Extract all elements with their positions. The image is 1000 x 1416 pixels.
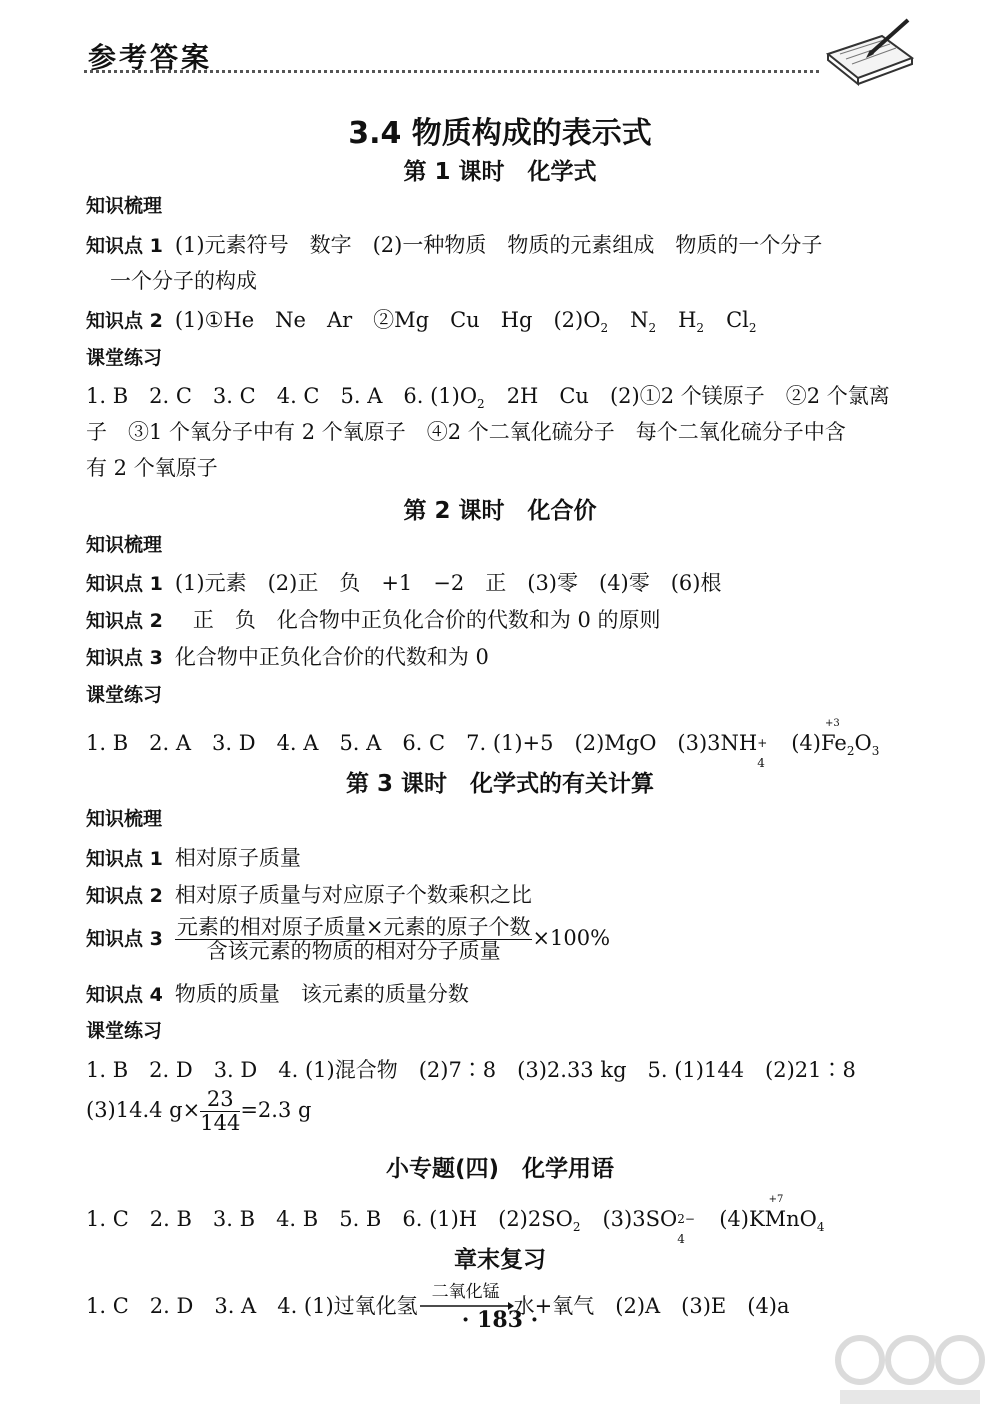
fraction-numerator: 元素的相对原子质量×元素的原子个数	[176, 915, 531, 939]
notebook-pen-icon	[822, 14, 918, 86]
page-number: · 183 ·	[461, 1307, 539, 1333]
lesson3-k1-row	[86, 842, 301, 872]
lesson1-practice-row3: 有 2 个氧原子	[86, 456, 218, 480]
formula-fe: Fe	[820, 731, 847, 755]
valence-mark: +3	[824, 718, 840, 729]
lesson2-k1-row	[86, 567, 722, 597]
practice-answers-cont: 2H Cu (2)①2 个镁原子 ②2 个氯离	[506, 384, 890, 408]
sub: 4	[677, 1232, 685, 1246]
formula-o: O	[799, 1207, 817, 1231]
item4: (4)K	[719, 1207, 765, 1231]
lesson1-knowledge-heading: 知识梳理	[86, 195, 163, 217]
calc-result: =2.3 g	[240, 1098, 312, 1123]
review-answers-cont: 水+氧气 (2)A (3)E (4)a	[513, 1294, 790, 1318]
formula-o2: O	[583, 308, 601, 332]
k2-label: 知识点 2	[86, 610, 163, 632]
k3-text: 化合物中正负化合价的代数和为 0	[174, 645, 489, 669]
fraction-denominator: 含该元素的物质的相对分子质量	[206, 939, 501, 964]
special-row	[86, 1194, 825, 1246]
sup: +	[757, 736, 768, 750]
lesson1-k1-row	[86, 229, 822, 259]
sub: 2	[600, 321, 609, 336]
sub: 2	[748, 321, 757, 336]
sub: 2	[648, 321, 657, 336]
lesson2-title: 第 2 课时 化合价	[403, 498, 597, 524]
formula-n2: N	[630, 308, 649, 332]
lesson2-knowledge-heading: 知识梳理	[86, 534, 163, 556]
catalyst-label: 二氧化锰	[431, 1282, 500, 1302]
lesson3-practice-row2	[86, 1088, 311, 1135]
k1-label: 知识点 1	[86, 848, 163, 870]
fraction-numerator: 23	[200, 1088, 240, 1112]
k1-text: (1)元素符号 数字 (2)一种物质 物质的元素组成 物质的一个分子	[174, 233, 823, 257]
k2-text: 正 负 化合物中正负化合价的代数和为 0 的原则	[192, 608, 661, 632]
lesson3-practice-row1: 1. B 2. D 3. D 4. (1)混合物 (2)7∶8 (3)2.33 kg 5. (1)144 (2)21∶8	[86, 1058, 856, 1082]
review-answers: 1. C 2. D 3. A 4. (1)过氧化氢	[86, 1294, 418, 1318]
formula-cl2: Cl	[726, 308, 749, 332]
k1-label: 知识点 1	[86, 235, 163, 257]
k1-label: 知识点 1	[86, 573, 163, 595]
special-title: 小专题(四) 化学用语	[385, 1156, 615, 1182]
lesson3-k2-row	[86, 879, 532, 909]
formula-mn: Mn	[764, 1207, 800, 1231]
formula-o: O	[854, 731, 872, 755]
watermark-logo	[830, 1330, 990, 1410]
k1-text: 相对原子质量	[174, 846, 301, 870]
sub: 2	[696, 321, 705, 336]
lesson1-practice-heading: 课堂练习	[86, 347, 163, 369]
practice-answers: 1. B 2. A 3. D 4. A 5. A 6. C 7. (1)+5 (2)MgO (3)3NH	[86, 731, 758, 755]
calc-prefix: (3)14.4 g×	[86, 1098, 201, 1123]
calc-fraction	[200, 1088, 240, 1135]
k2-label: 知识点 2	[86, 885, 163, 907]
k1-text: (1)元素 (2)正 负 +1 −2 正 (3)零 (4)零 (6)根	[174, 571, 722, 595]
practice-answers: 1. B 2. C 3. C 4. C 5. A 6. (1)O	[86, 384, 478, 408]
sub: 2	[572, 1220, 581, 1235]
percent-factor: ×100%	[532, 926, 611, 951]
formula-h2: H	[678, 308, 697, 332]
lesson1-title: 第 1 课时 化学式	[403, 159, 597, 185]
lesson1-practice-row1	[86, 380, 890, 411]
lesson2-practice-row1	[86, 718, 880, 770]
item4-prefix: (4)	[791, 731, 821, 755]
lesson1-k2-row	[86, 304, 757, 335]
sub: 2	[846, 744, 855, 759]
lesson2-k2-row	[86, 604, 661, 634]
sup: 2−	[677, 1212, 695, 1226]
special-answers: 1. C 2. B 3. B 4. B 5. B 6. (1)H (2)2SO	[86, 1207, 573, 1231]
item3: (3)3SO	[602, 1207, 678, 1231]
lesson2-practice-heading: 课堂练习	[86, 684, 163, 706]
sub: 2	[477, 397, 485, 412]
lesson3-k3-row	[86, 916, 610, 963]
valence-mark: +7	[768, 1194, 784, 1205]
k4-label: 知识点 4	[86, 984, 163, 1006]
review-title: 章末复习	[454, 1247, 546, 1273]
k2-text: (1)①He Ne Ar ②Mg Cu Hg (2)	[174, 308, 584, 332]
k4-text: 物质的质量 该元素的质量分数	[174, 982, 469, 1006]
lesson3-title: 第 3 课时 化学式的有关计算	[345, 771, 655, 797]
fraction-denominator: 144	[200, 1111, 241, 1136]
lesson3-k4-row	[86, 978, 469, 1008]
header-divider	[84, 70, 819, 73]
sub: 4	[816, 1220, 825, 1235]
sub: 3	[871, 744, 880, 759]
lesson3-knowledge-heading: 知识梳理	[86, 808, 163, 830]
sub: 4	[757, 756, 765, 770]
lesson2-k3-row	[86, 641, 489, 671]
lesson1-k1-row2: 一个分子的构成	[110, 269, 257, 293]
lesson3-practice-heading: 课堂练习	[86, 1020, 163, 1042]
mass-fraction-formula	[175, 916, 533, 963]
header-title: 参考答案	[88, 41, 213, 74]
section-title: 3.4 物质构成的表示式	[348, 116, 652, 151]
lesson1-practice-row2: 子 ③1 个氧分子中有 2 个氧原子 ④2 个二氧化硫分子 每个二氧化硫分子中含	[86, 420, 846, 444]
k3-label: 知识点 3	[86, 647, 163, 669]
k2-label: 知识点 2	[86, 310, 163, 332]
k2-text: 相对原子质量与对应原子个数乘积之比	[174, 883, 532, 907]
k3-label: 知识点 3	[86, 928, 163, 951]
